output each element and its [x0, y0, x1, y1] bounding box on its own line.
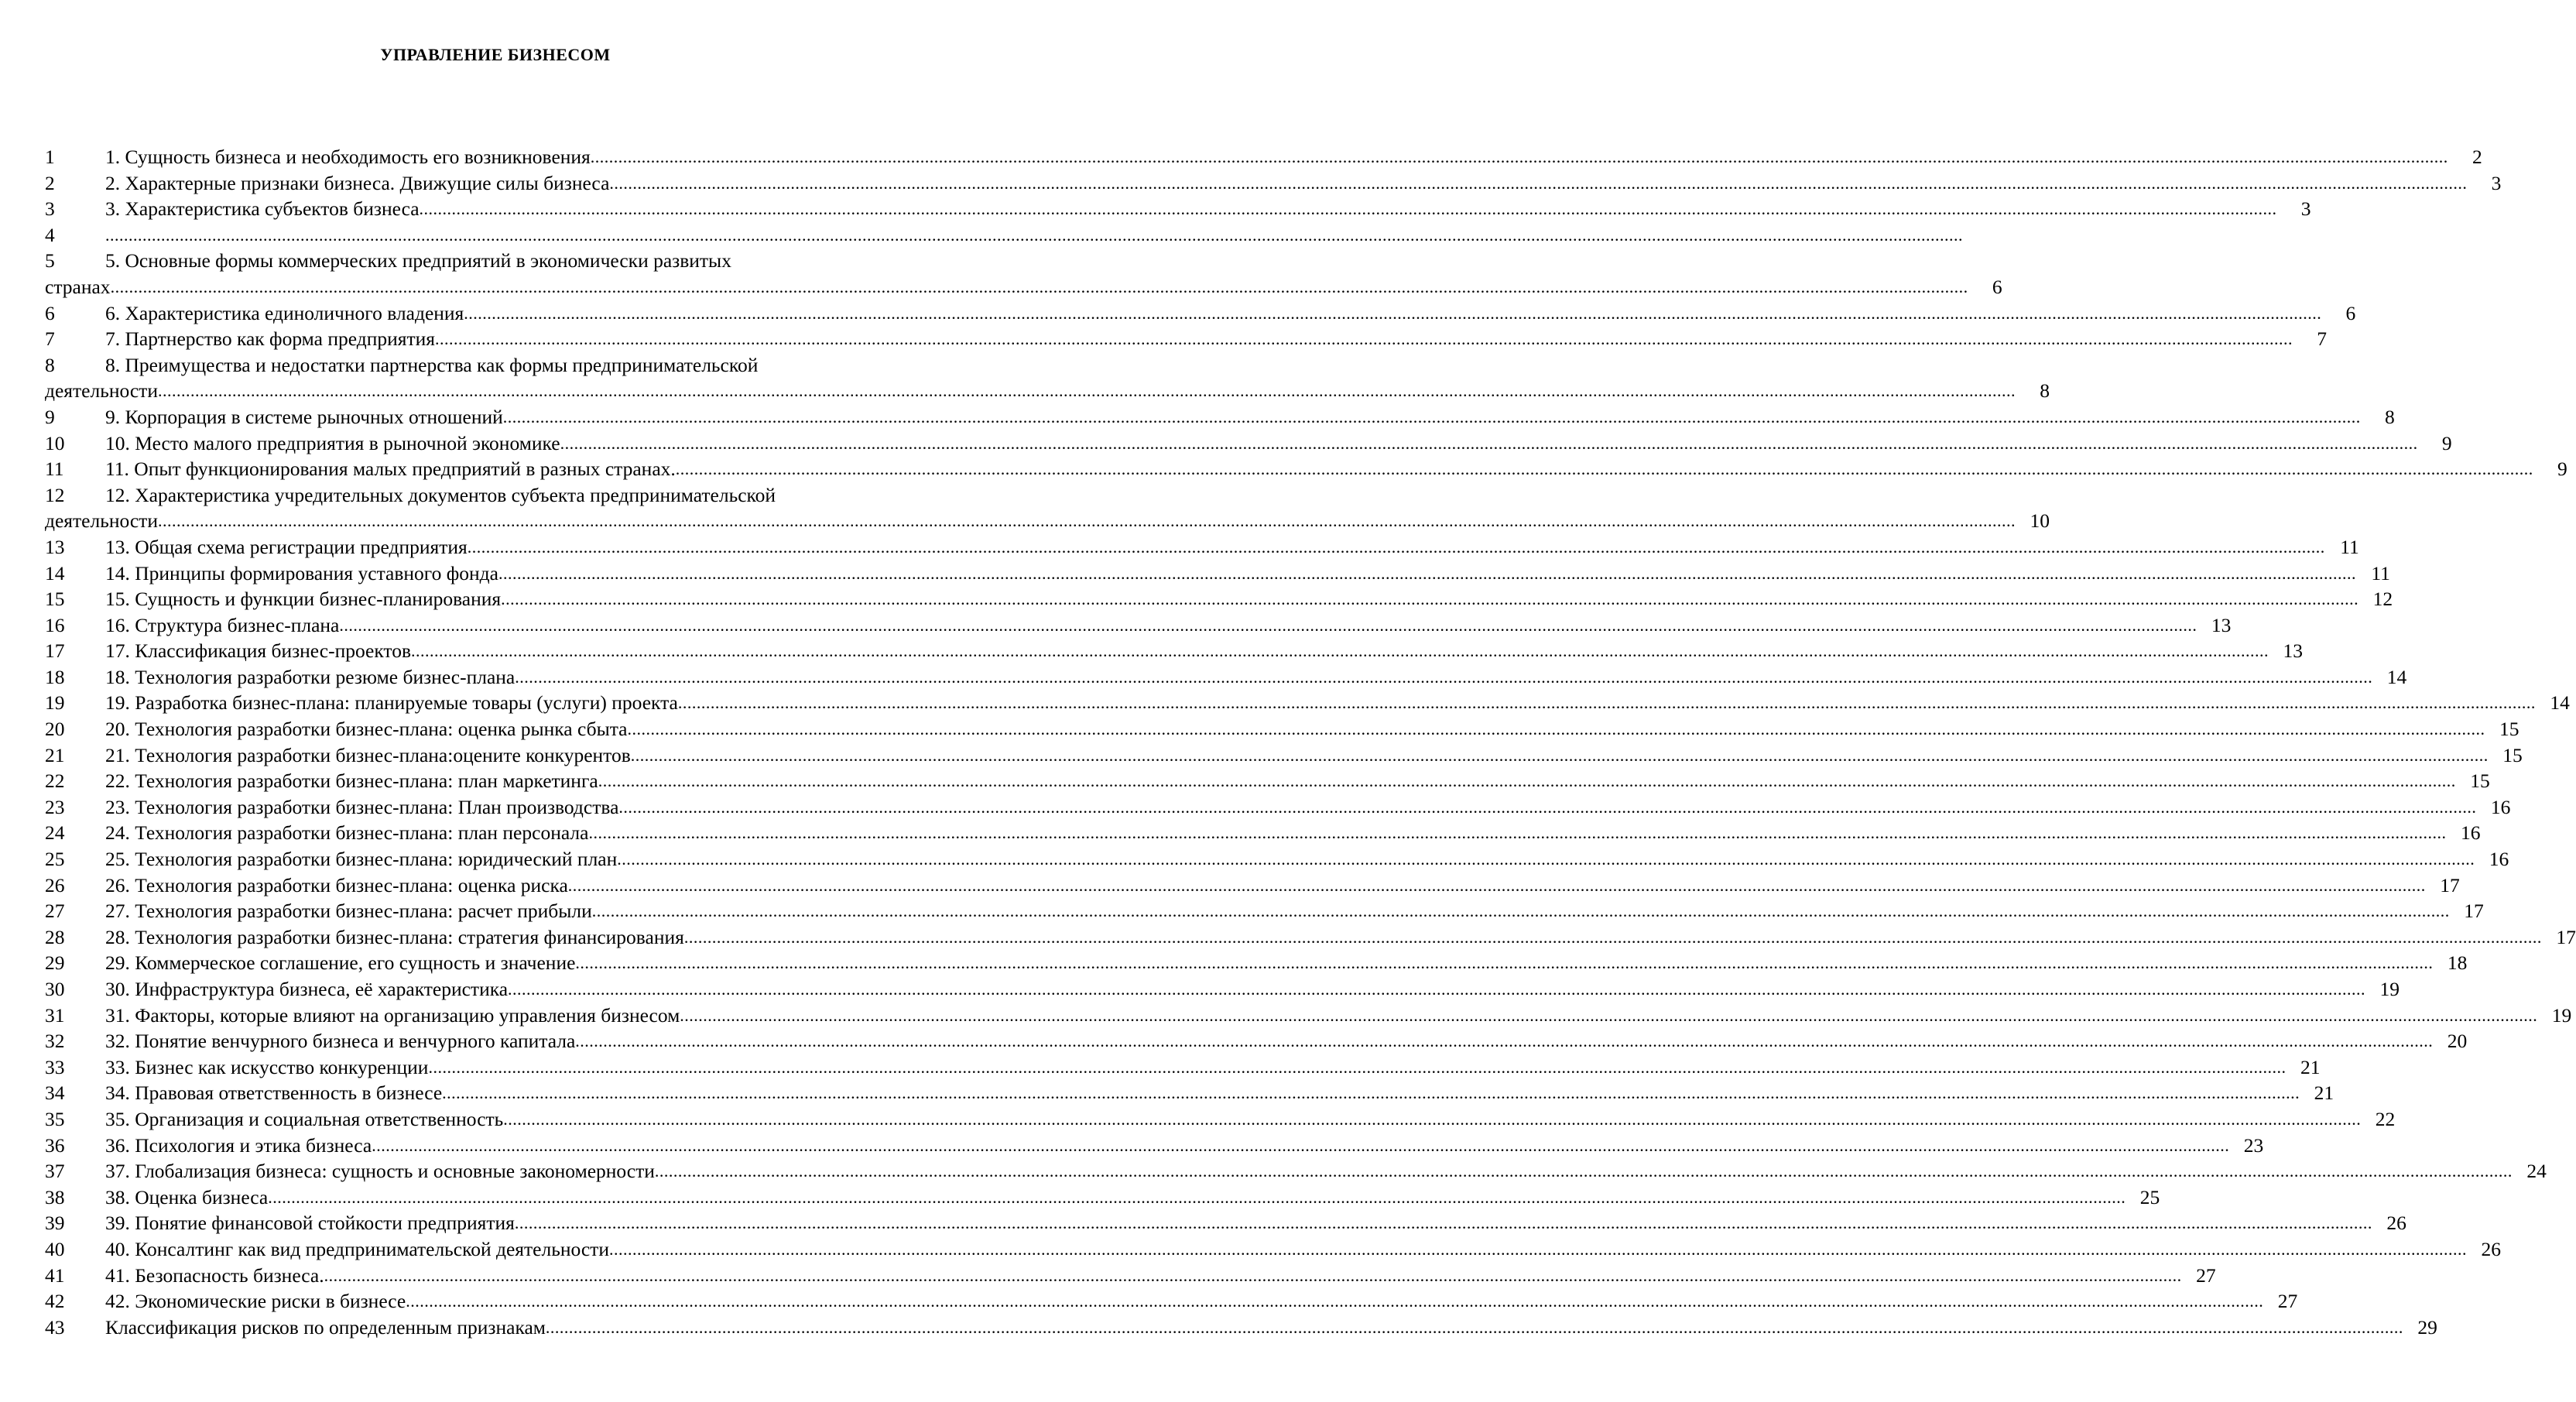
toc-entry-title: 32. Понятие венчурного бизнеса и венчурного капитала — [105, 1030, 576, 1053]
toc-entry[interactable] — [45, 1288, 2298, 1315]
toc-entry-page-number: 19 — [2551, 1003, 2572, 1027]
dot-leader: ................................................................................................................................................................................................................................................................................................................................................................................................................ — [545, 1317, 2403, 1337]
toc-entry-leader — [105, 924, 2576, 951]
toc-entry-leader — [105, 1210, 2406, 1236]
dot-leader: ................................................................................................................................................................................................................................................................................................................................................................................................................ — [503, 1109, 2362, 1129]
toc-entry-title: 22. Технология разработки бизнес-плана: план маркетинга — [105, 770, 598, 793]
toc-entry-number: 27 — [45, 900, 65, 923]
toc-entry-title: 16. Структура бизнес-плана — [105, 613, 340, 636]
toc-entry-number: 3 — [45, 197, 55, 221]
toc-entry-number: 6 — [45, 301, 55, 324]
toc-entry-number: 24 — [45, 821, 65, 845]
toc-entry-page-number: 17 — [2464, 900, 2484, 923]
toc-entry-title: 10. Место малого предприятия в рыночной экономике — [105, 431, 560, 454]
toc-entry-number: 16 — [45, 613, 65, 636]
toc-entry[interactable] — [45, 924, 2576, 951]
dot-leader: ................................................................................................................................................................................................................................................................................................................................................................................................................ — [501, 589, 2359, 609]
dot-leader: ................................................................................................................................................................................................................................................................................................................................................................................................................ — [515, 667, 2373, 687]
toc-entry-number: 14 — [45, 561, 65, 584]
toc-entry-page-number: 17 — [2440, 873, 2460, 896]
toc-entry-title: 30. Инфраструктура бизнеса, её характеристика — [105, 978, 509, 1000]
toc-entry-leader — [105, 1184, 2160, 1211]
toc-entry-leader — [105, 1028, 2468, 1054]
toc-entry-title: 28. Технология разработки бизнес-плана: стратегия финансирования — [105, 925, 684, 948]
toc-entry[interactable] — [45, 196, 2311, 222]
dot-leader: ................................................................................................................................................................................................................................................................................................................................................................................................................ — [406, 1291, 2264, 1311]
dot-leader: ................................................................................................................................................................................................................................................................................................................................................................................................................ — [630, 745, 2489, 765]
toc-entry-leader — [105, 430, 2452, 457]
toc-entry-number: 29 — [45, 951, 65, 975]
toc-entry[interactable] — [45, 1263, 2216, 1289]
toc-entry-page-number: 11 — [2340, 535, 2359, 558]
toc-entry-leader — [105, 898, 2484, 924]
toc-entry-page-number: 23 — [2243, 1133, 2264, 1157]
toc-entry-leader — [105, 1158, 2547, 1184]
toc-entry-title: 11. Опыт функционирования малых предприятий в разных странах. — [105, 458, 676, 481]
toc-entry-title: 7. Партнерство как форма предприятия — [105, 327, 435, 351]
toc-entry-number: 28 — [45, 925, 65, 948]
toc-entry[interactable] — [45, 768, 2490, 794]
toc-entry-number: 5 — [45, 249, 55, 273]
dot-leader: ................................................................................................................................................................................................................................................................................................................................................................................................................ — [590, 147, 2448, 166]
toc-entry[interactable] — [45, 1133, 2264, 1159]
toc-entry[interactable] — [45, 1184, 2160, 1211]
toc-entry-page-number: 25 — [2139, 1185, 2160, 1208]
toc-entry-leader — [105, 326, 2327, 352]
toc-entry-page-number: 14 — [2386, 665, 2407, 688]
toc-entry[interactable] — [45, 950, 2468, 976]
toc-entry-title-continuation: деятельности — [45, 509, 158, 533]
toc-entry-leader — [105, 144, 2482, 170]
dot-leader: ................................................................................................................................................................................................................................................................................................................................................................................................................ — [608, 1239, 2467, 1259]
toc-entry-title: 14. Принципы формирования уставного фонда — [105, 561, 498, 584]
toc-entry-page-number: 3 — [2491, 171, 2502, 194]
toc-entry-page-number: 9 — [2557, 458, 2567, 481]
toc-entry-page-number: 17 — [2556, 925, 2576, 948]
toc-entry-page-number: 15 — [2499, 718, 2519, 741]
dot-leader: ................................................................................................................................................................................................................................................................................................................................................................................................................ — [157, 381, 2016, 401]
toc-entry[interactable] — [45, 482, 2050, 534]
toc-entry-title: 1. Сущность бизнеса и необходимость его возникновения — [105, 146, 591, 168]
toc-entry-page-number: 6 — [1992, 275, 2002, 298]
toc-entry[interactable] — [45, 1315, 2437, 1341]
toc-entry-page-number: 6 — [2345, 301, 2356, 324]
dot-leader: ................................................................................................................................................................................................................................................................................................................................................................................................................ — [575, 1031, 2434, 1051]
toc-entry-title: 31. Факторы, которые влияют на организацию управления бизнесом — [105, 1003, 680, 1027]
toc-entry[interactable] — [45, 820, 2481, 846]
toc-entry-page-number: 27 — [2277, 1290, 2298, 1313]
toc-entry[interactable] — [45, 638, 2304, 664]
toc-entry-leader — [105, 1288, 2298, 1315]
toc-entry-leader — [105, 534, 2359, 560]
toc-entry-page-number: 13 — [2211, 613, 2232, 636]
toc-entry-number: 26 — [45, 873, 65, 896]
dot-leader: ................................................................................................................................................................................................................................................................................................................................................................................................................ — [654, 1161, 2513, 1181]
toc-entry-title: 40. Консалтинг как вид предпринимательской деятельности — [105, 1237, 609, 1260]
toc-entry[interactable] — [45, 1003, 2572, 1029]
toc-entry-page-number: 12 — [2372, 588, 2393, 611]
toc-entry[interactable] — [45, 534, 2359, 560]
toc-entry[interactable] — [45, 846, 2509, 872]
dot-leader: ................................................................................................................................................................................................................................................................................................................................................................................................................ — [411, 641, 2269, 661]
toc-entry-page-number: 14 — [2550, 691, 2570, 715]
toc-entry-title: 27. Технология разработки бизнес-плана: расчет прибыли — [105, 900, 592, 923]
dot-leader: ................................................................................................................................................................................................................................................................................................................................................................................................................ — [617, 849, 2475, 869]
toc-entry-leader — [105, 1054, 2321, 1081]
toc-entry-number: 30 — [45, 978, 65, 1000]
toc-entry-leader — [105, 690, 2570, 716]
toc-entry-page-number: 26 — [2481, 1237, 2501, 1260]
toc-entry-leader — [105, 170, 2502, 197]
toc-entry-number: 34 — [45, 1081, 65, 1105]
toc-entry-page-number: 15 — [2470, 770, 2490, 793]
toc-entry-title: 12. Характеристика учредительных документов субъекта предпринимательской — [105, 483, 776, 506]
toc-entry-leader — [105, 1263, 2216, 1289]
toc-entry-title-continuation: странах — [45, 275, 111, 298]
toc-entry-leader — [105, 742, 2523, 769]
toc-entry-leader — [105, 872, 2460, 899]
toc-entry-leader — [105, 404, 2395, 430]
toc-entry-number: 36 — [45, 1133, 65, 1157]
toc-entry-leader — [45, 508, 2050, 534]
toc-entry-page-number: 16 — [2460, 821, 2481, 845]
toc-entry-page-number: 13 — [2283, 639, 2304, 663]
dot-leader: ................................................................................................................................................................................................................................................................................................................................................................................................................ — [434, 329, 2293, 349]
toc-entry[interactable] — [45, 248, 2002, 300]
toc-entry-leader — [105, 638, 2304, 664]
toc-entry-title: 9. Корпорация в системе рыночных отношений — [105, 405, 503, 428]
toc-entry-number: 21 — [45, 743, 65, 766]
dot-leader: ................................................................................................................................................................................................................................................................................................................................................................................................................ — [560, 433, 2418, 453]
toc-entry-number: 23 — [45, 795, 65, 818]
toc-entry-number: 31 — [45, 1003, 65, 1027]
toc-entry-title: 33. Бизнес как искусство конкуренции — [105, 1055, 429, 1078]
toc-entry-number: 13 — [45, 535, 65, 558]
toc-entry-leader — [105, 794, 2511, 821]
toc-entry-leader — [105, 1315, 2437, 1341]
toc-entry[interactable] — [45, 690, 2570, 716]
dot-leader: ................................................................................................................................................................................................................................................................................................................................................................................................................ — [575, 953, 2434, 973]
toc-entry-title: 29. Коммерческое соглашение, его сущность и значение — [105, 951, 576, 975]
toc-entry-leader — [105, 560, 2390, 587]
toc-entry-number: 18 — [45, 665, 65, 688]
toc-entry[interactable] — [45, 872, 2460, 899]
toc-entry-leader — [105, 768, 2490, 794]
dot-leader: ................................................................................................................................................................................................................................................................................................................................................................................................................ — [567, 875, 2426, 895]
toc-entry-page-number: 16 — [2490, 795, 2511, 818]
toc-entry-page-number: 20 — [2447, 1030, 2468, 1053]
toc-entry-page-number: 24 — [2526, 1160, 2547, 1183]
toc-entry-leader — [45, 274, 2002, 300]
dot-leader: ................................................................................................................................................................................................................................................................................................................................................................................................................ — [464, 303, 2322, 323]
toc-entry-page-number: 8 — [2385, 405, 2395, 428]
toc-entry-title: 8. Преимущества и недостатки партнерства как формы предпринимательской — [105, 353, 759, 376]
toc-entry-page-number: 27 — [2196, 1263, 2216, 1287]
toc-entry[interactable] — [45, 404, 2395, 430]
dot-leader: ................................................................................................................................................................................................................................................................................................................................................................................................................ — [268, 1187, 2126, 1207]
toc-entry-page-number: 11 — [2371, 561, 2390, 584]
toc-entry-leader — [105, 664, 2407, 691]
toc-entry-title: 21. Технология разработки бизнес-плана:оцените конкурентов — [105, 743, 631, 766]
toc-entry-leader — [105, 1133, 2264, 1159]
toc-entry-number: 25 — [45, 848, 65, 871]
toc-entry[interactable] — [45, 170, 2502, 197]
table-of-contents — [45, 144, 2576, 1340]
dot-leader: ................................................................................................................................................................................................................................................................................................................................................................................................................ — [508, 979, 2366, 999]
toc-entry-number: 4 — [45, 223, 55, 246]
dot-leader: ................................................................................................................................................................................................................................................................................................................................................................................................................ — [588, 823, 2447, 843]
toc-entry-title: 42. Экономические риски в бизнесе — [105, 1290, 406, 1313]
toc-entry-page-number: 19 — [2379, 978, 2400, 1000]
dot-leader: ................................................................................................................................................................................................................................................................................................................................................................................................................ — [598, 771, 2456, 791]
toc-entry[interactable] — [45, 586, 2393, 612]
toc-entry-number: 20 — [45, 718, 65, 741]
dot-leader: ................................................................................................................................................................................................................................................................................................................................................................................................................ — [339, 615, 2197, 635]
toc-entry-page-number: 22 — [2375, 1107, 2396, 1130]
toc-entry[interactable] — [45, 612, 2232, 639]
toc-entry[interactable] — [45, 976, 2400, 1003]
toc-entry-page-number: 10 — [2030, 509, 2050, 533]
toc-entry-page-number: 16 — [2489, 848, 2509, 871]
toc-entry-number: 8 — [45, 353, 55, 376]
toc-entry[interactable] — [45, 1210, 2406, 1236]
dot-leader: ................................................................................................................................................................................................................................................................................................................................................................................................................ — [428, 1057, 2287, 1077]
toc-entry-title: 5. Основные формы коммерческих предприятий в экономически развитых — [105, 249, 731, 273]
toc-entry-title: 20. Технология разработки бизнес-плана: оценка рынка сбыта — [105, 718, 628, 741]
dot-leader: ................................................................................................................................................................................................................................................................................................................................................................................................................ — [675, 459, 2533, 479]
toc-entry-page-number: 15 — [2502, 743, 2523, 766]
toc-entry[interactable] — [45, 742, 2523, 769]
toc-entry-page-number: 29 — [2417, 1315, 2437, 1339]
toc-entry[interactable] — [45, 664, 2407, 691]
document-title: УПРАВЛЕНИЕ БИЗНЕСОМ — [380, 45, 611, 64]
toc-entry-title: 15. Сущность и функции бизнес-планирования — [105, 588, 502, 611]
toc-entry-page-number: 7 — [2317, 327, 2327, 351]
toc-entry-title: 25. Технология разработки бизнес-плана: юридический план — [105, 848, 618, 871]
toc-entry-leader — [105, 716, 2519, 742]
toc-entry-number: 39 — [45, 1212, 65, 1235]
toc-entry-number: 11 — [45, 458, 64, 481]
toc-entry-title: 3. Характеристика субъектов бизнеса — [105, 197, 420, 221]
toc-entry[interactable] — [45, 1028, 2468, 1054]
toc-entry[interactable] — [45, 794, 2511, 821]
toc-entry-leader — [105, 300, 2356, 327]
toc-entry-number: 15 — [45, 588, 65, 611]
toc-entry-title: 26. Технология разработки бизнес-плана: оценка риска — [105, 873, 568, 896]
toc-entry-leader — [105, 456, 2567, 482]
dot-leader: ................................................................................................................................................................................................................................................................................................................................................................................................................ — [677, 693, 2536, 713]
dot-leader: ................................................................................................................................................................................................................................................................................................................................................................................................................ — [683, 927, 2542, 947]
toc-entry-leader — [105, 222, 1963, 249]
toc-entry-title: Классификация рисков по определенным признакам — [105, 1315, 546, 1339]
toc-entry-number: 38 — [45, 1185, 65, 1208]
toc-entry-leader — [45, 378, 2050, 404]
toc-entry-number: 10 — [45, 431, 65, 454]
toc-entry-number: 2 — [45, 171, 55, 194]
toc-entry-leader — [105, 586, 2393, 612]
toc-entry-title: 17. Классификация бизнес-проектов — [105, 639, 412, 663]
toc-entry-number: 43 — [45, 1315, 65, 1339]
toc-entry-title: 35. Организация и социальная ответственность — [105, 1107, 504, 1130]
toc-entry-leader — [105, 1236, 2501, 1263]
toc-entry-leader — [105, 1003, 2572, 1029]
toc-entry[interactable] — [45, 144, 2482, 170]
toc-entry[interactable] — [45, 898, 2484, 924]
toc-entry-title: 18. Технология разработки резюме бизнес-плана — [105, 665, 516, 688]
dot-leader: ................................................................................................................................................................................................................................................................................................................................................................................................................ — [591, 901, 2450, 921]
toc-entry-title: 13. Общая схема регистрации предприятия — [105, 535, 468, 558]
dot-leader: ................................................................................................................................................................................................................................................................................................................................................................................................................ — [609, 173, 2468, 193]
toc-entry-leader — [105, 1080, 2334, 1106]
dot-leader: ................................................................................................................................................................................................................................................................................................................................................................................................................ — [627, 719, 2485, 739]
dot-leader: ................................................................................................................................................................................................................................................................................................................................................................................................................ — [157, 511, 2016, 531]
toc-entry-title: 34. Правовая ответственность в бизнесе — [105, 1081, 443, 1105]
dot-leader: ................................................................................................................................................................................................................................................................................................................................................................................................................ — [442, 1083, 2300, 1103]
toc-entry[interactable] — [45, 1080, 2334, 1106]
toc-entry-number: 33 — [45, 1055, 65, 1078]
toc-entry[interactable] — [45, 1054, 2321, 1081]
toc-entry-number: 35 — [45, 1107, 65, 1130]
dot-leader: ................................................................................................................................................................................................................................................................................................................................................................................................................ — [467, 536, 2325, 557]
toc-entry-title: 2. Характерные признаки бизнеса. Движущие силы бизнеса — [105, 171, 610, 194]
toc-entry-title: 6. Характеристика единоличного владения — [105, 301, 464, 324]
toc-entry-number: 40 — [45, 1237, 65, 1260]
dot-leader: ................................................................................................................................................................................................................................................................................................................................................................................................................ — [514, 1213, 2372, 1233]
toc-entry[interactable] — [45, 1158, 2547, 1184]
toc-entry-leader — [105, 846, 2509, 872]
toc-entry-page-number: 21 — [2300, 1055, 2321, 1078]
toc-entry-leader — [105, 196, 2311, 222]
toc-entry-leader — [105, 820, 2481, 846]
toc-entry-number: 7 — [45, 327, 55, 351]
toc-entry[interactable] — [45, 300, 2356, 327]
toc-entry-number: 9 — [45, 405, 55, 428]
toc-entry-number: 17 — [45, 639, 65, 663]
toc-entry-title: 24. Технология разработки бизнес-плана: план персонала — [105, 821, 589, 845]
toc-entry-number: 19 — [45, 691, 65, 715]
toc-entry-title: 37. Глобализация бизнеса: сущность и основные закономерности — [105, 1160, 655, 1183]
dot-leader: ................................................................................................................................................................................................................................................................................................................................................................................................................ — [618, 797, 2477, 817]
toc-entry-title: 19. Разработка бизнес-плана: планируемые товары (услуги) проекта — [105, 691, 678, 715]
toc-entry-number: 42 — [45, 1290, 65, 1313]
toc-entry-page-number: 26 — [2386, 1212, 2406, 1235]
toc-entry-page-number: 21 — [2314, 1081, 2334, 1105]
toc-entry-number: 22 — [45, 770, 65, 793]
toc-entry-title: 38. Оценка бизнеса — [105, 1185, 269, 1208]
dot-leader: ................................................................................................................................................................................................................................................................................................................................................................................................................ — [105, 225, 1963, 245]
toc-entry[interactable] — [45, 222, 1963, 249]
toc-entry-title: 36. Психология и этика бизнеса — [105, 1133, 372, 1157]
toc-entry-page-number: 9 — [2441, 431, 2452, 454]
toc-entry-leader — [105, 1106, 2396, 1133]
toc-entry-page-number: 2 — [2472, 146, 2482, 168]
toc-entry[interactable] — [45, 430, 2452, 457]
toc-entry[interactable] — [45, 716, 2519, 742]
toc-entry-number: 37 — [45, 1160, 65, 1183]
toc-entry-number: 12 — [45, 483, 65, 506]
toc-entry[interactable] — [45, 352, 2050, 404]
dot-leader: ................................................................................................................................................................................................................................................................................................................................................................................................................ — [324, 1265, 2182, 1285]
toc-entry[interactable] — [45, 560, 2390, 587]
dot-leader: ................................................................................................................................................................................................................................................................................................................................................................................................................ — [110, 276, 1968, 297]
toc-entry-leader — [105, 976, 2400, 1003]
toc-entry-page-number: 3 — [2300, 197, 2311, 221]
toc-entry[interactable] — [45, 1106, 2396, 1133]
dot-leader: ................................................................................................................................................................................................................................................................................................................................................................................................................ — [372, 1135, 2230, 1155]
dot-leader: ................................................................................................................................................................................................................................................................................................................................................................................................................ — [680, 1005, 2538, 1025]
dot-leader: ................................................................................................................................................................................................................................................................................................................................................................................................................ — [419, 199, 2277, 219]
toc-entry-number: 1 — [45, 146, 55, 168]
toc-entry-title: 23. Технология разработки бизнес-плана: План производства — [105, 795, 619, 818]
dot-leader: ................................................................................................................................................................................................................................................................................................................................................................................................................ — [498, 563, 2356, 583]
toc-entry-leader — [105, 612, 2232, 639]
toc-entry-page-number: 18 — [2447, 951, 2468, 975]
toc-entry[interactable] — [45, 1236, 2501, 1263]
toc-entry[interactable] — [45, 456, 2567, 482]
toc-entry-title: 41. Безопасность бизнеса. — [105, 1263, 324, 1287]
toc-entry-number: 41 — [45, 1263, 65, 1287]
toc-entry-title: 39. Понятие финансовой стойкости предприятия — [105, 1212, 515, 1235]
toc-entry-title-continuation: деятельности — [45, 379, 158, 403]
toc-entry-page-number: 8 — [2040, 379, 2050, 403]
toc-entry[interactable] — [45, 326, 2327, 352]
toc-entry-number: 32 — [45, 1030, 65, 1053]
toc-entry-page-number — [1963, 222, 1997, 249]
toc-entry-leader — [105, 950, 2468, 976]
dot-leader: ................................................................................................................................................................................................................................................................................................................................................................................................................ — [502, 406, 2361, 427]
